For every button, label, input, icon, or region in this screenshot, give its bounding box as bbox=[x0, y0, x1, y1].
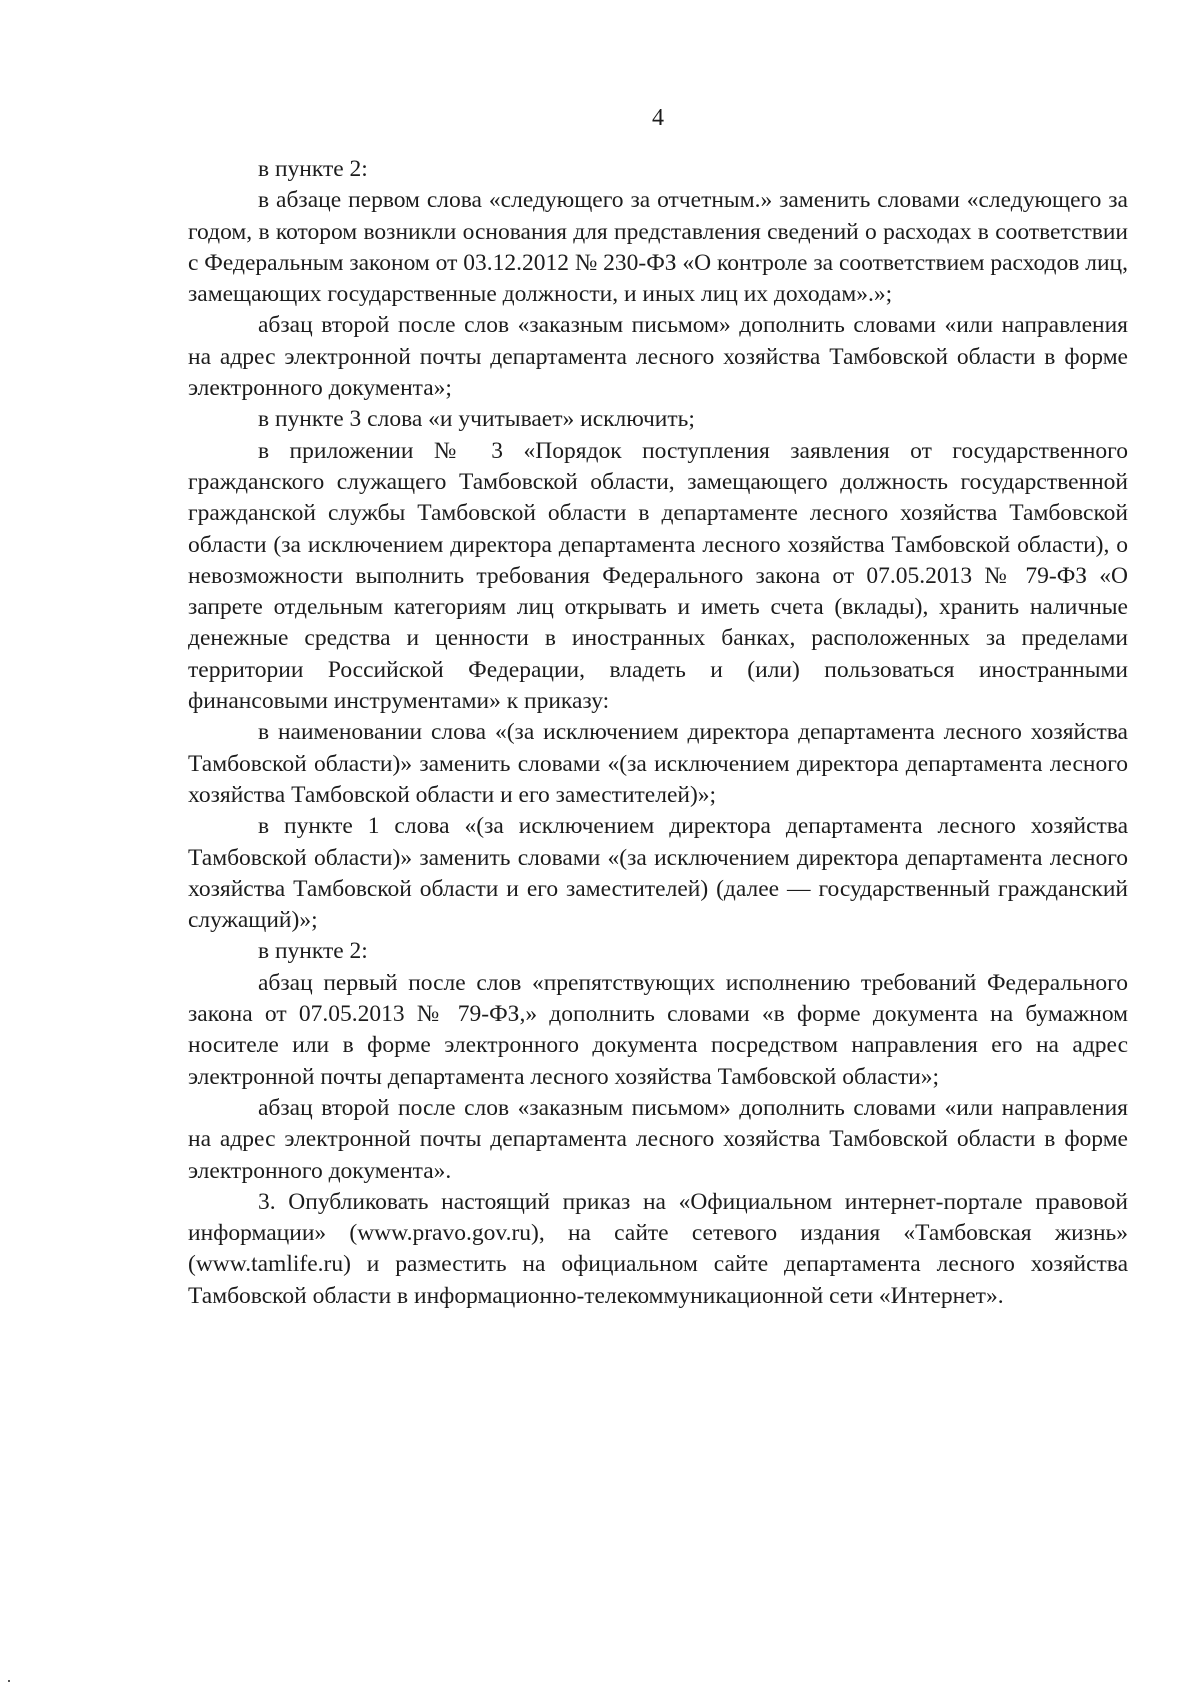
scan-speck bbox=[8, 1680, 10, 1682]
page-number: 4 bbox=[652, 105, 664, 131]
paragraph: в абзаце первом слова «следующего за отчетным.» заменить словами «следующего за годом, в котором возникли основания для представления сведений о расходах в соответствии с Федеральным законом от 03.12.2012 № 230-ФЗ «О контроле за соответствием расходов лиц, замещающих государственные должности, и иных лиц их доходам».»; bbox=[188, 187, 1128, 308]
paragraph: в приложении № 3 «Порядок поступления заявления от государственного гражданского служащего Тамбовской области, замещающего должность государственной гражданской службы Тамбовской области в департаменте лесного хозяйства Тамбовской области (за исключением директора департамента лесного хозяйства Тамбовской области), о невозможности выполнить требования Федерального закона от 07.05.2013 № 79-ФЗ «О запрете отдельным категориям лиц открывать и иметь счета (вклады), хранить наличные денежные средства и ценности в иностранных банках, расположенных за пределами территории Российской Федерации, владеть и (или) пользоваться иностранными финансовыми инструментами» к приказу: bbox=[188, 437, 1128, 715]
paragraph: в пункте 1 слова «(за исключением директора департамента лесного хозяйства Тамбовской области)» заменить словами «(за исключением директора департамента лесного хозяйства Тамбовской области и его заместителей) (далее — государственный гражданский служащий)»; bbox=[188, 813, 1128, 934]
paragraph: абзац первый после слов «препятствующих исполнению требований Федерального закона от 07.05.2013 № 79-ФЗ,» дополнить словами «в форме документа на бумажном носителе или в форме электронного документа посредством направления его на адрес электронной почты департамента лесного хозяйства Тамбовской области»; bbox=[188, 969, 1128, 1090]
paragraph: в пункте 2: bbox=[258, 156, 368, 182]
paragraph: в пункте 3 слова «и учитывает» исключить; bbox=[258, 406, 695, 433]
paragraph: в пункте 2: bbox=[258, 938, 368, 965]
paragraph: абзац второй после слов «заказным письмом» дополнить словами «или направления на адрес электронной почты департамента лесного хозяйства Тамбовской области в форме электронного документа». bbox=[188, 1094, 1128, 1184]
paragraph: в наименовании слова «(за исключением директора департамента лесного хозяйства Тамбовской области)» заменить словами «(за исключением директора департамента лесного хозяйства Тамбовской области и его заместителей)»; bbox=[188, 719, 1128, 808]
paragraph: 3. Опубликовать настоящий приказ на «Официальном интернет-портале правовой информации» (www.pravo.gov.ru), на сайте сетевого издания «Тамбовская жизнь» (www.tamlife.ru) и разместить на официальном сайте департамента лесного хозяйства Тамбовской области в информационно-телекоммуникационной сети «Интернет». bbox=[188, 1188, 1128, 1309]
document-body bbox=[188, 154, 1128, 1312]
paragraph: абзац второй после слов «заказным письмом» дополнить словами «или направления на адрес электронной почты департамента лесного хозяйства Тамбовской области в форме электронного документа»; bbox=[188, 312, 1128, 402]
